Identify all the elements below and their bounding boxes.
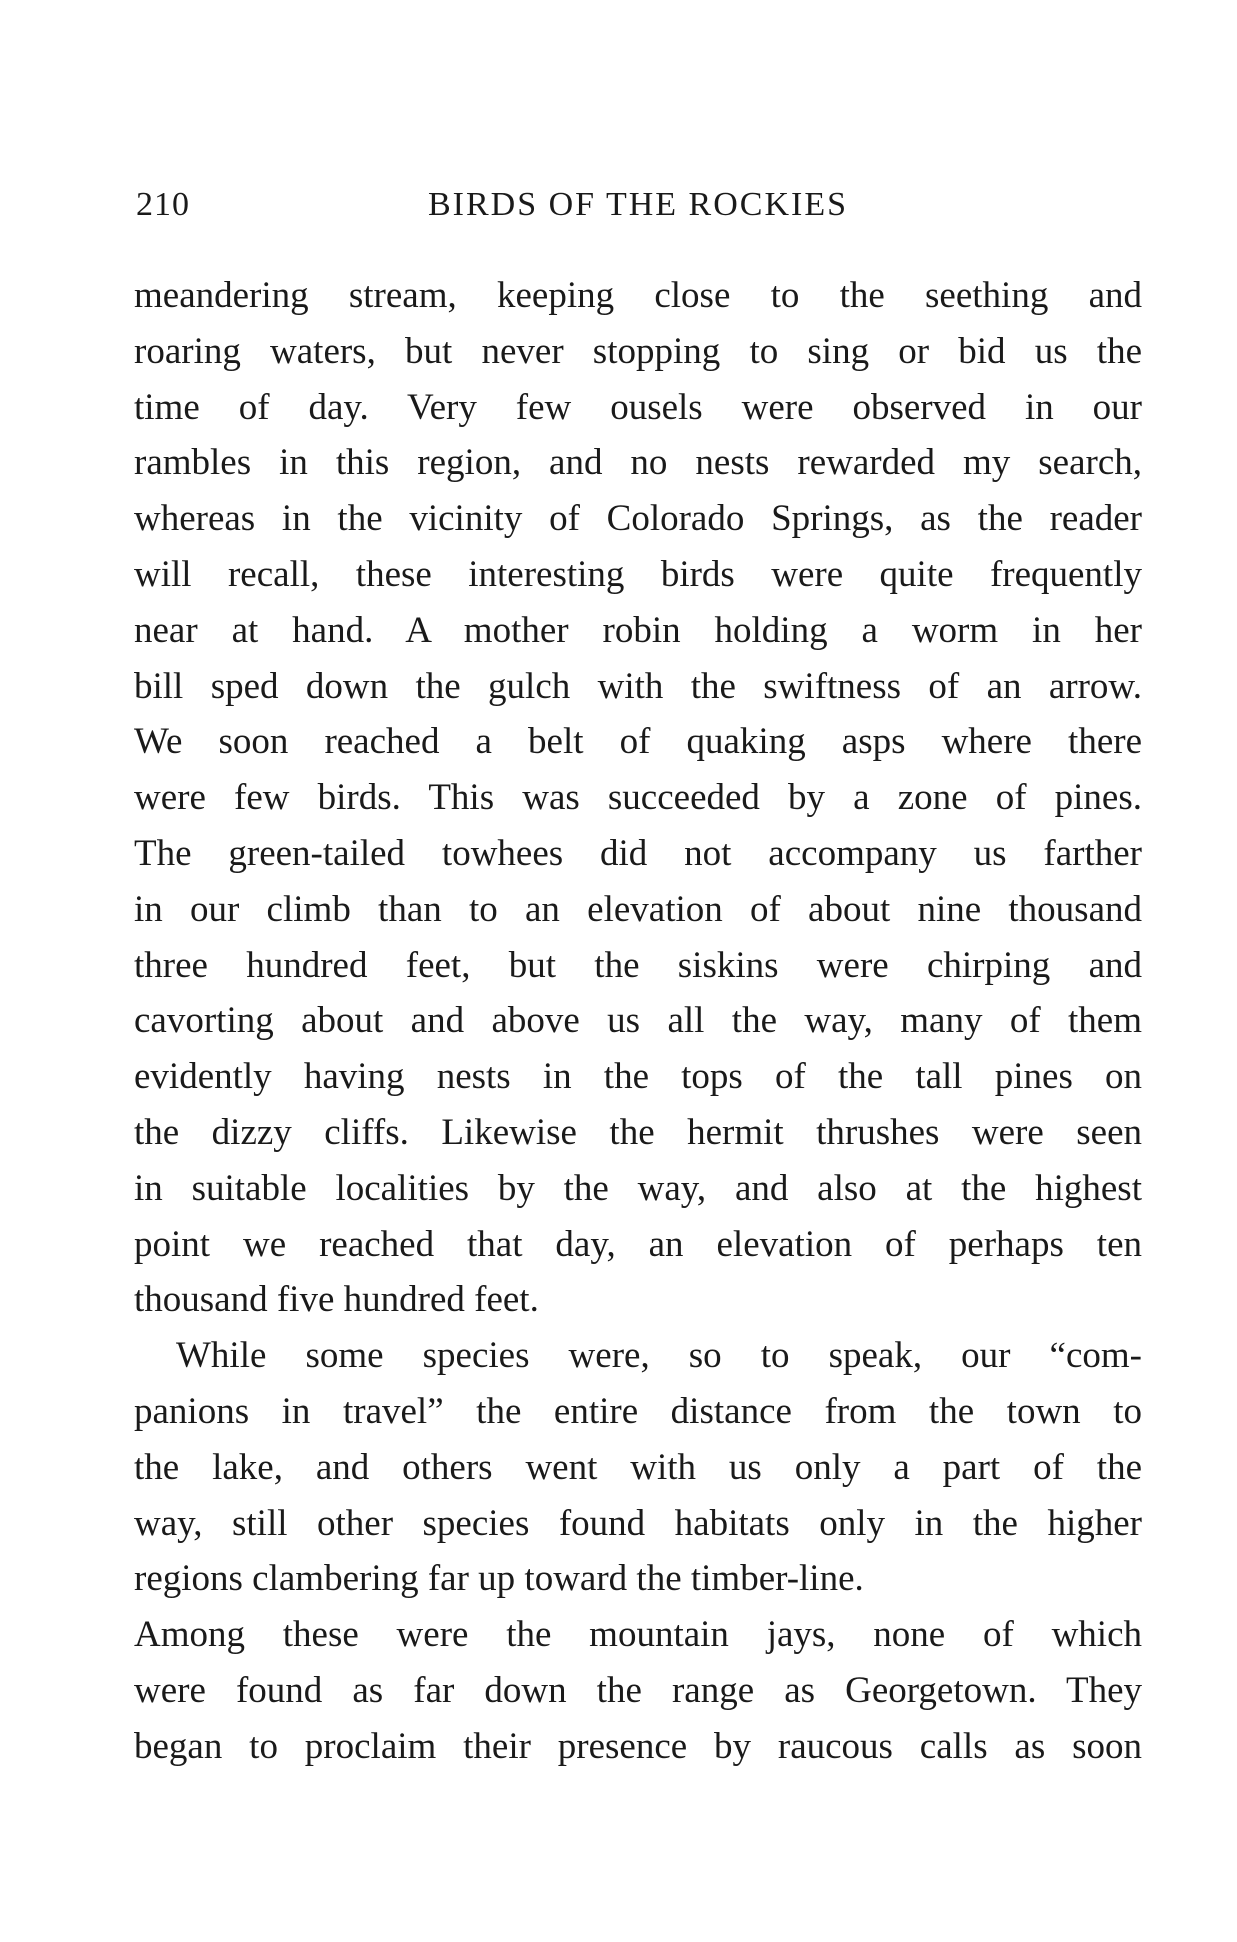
text-line: in our climb than to an elevation of about nine thousand: [134, 888, 1142, 930]
text-line: began to proclaim their presence by raucous calls as soon: [134, 1725, 1142, 1767]
text-line: roaring waters, but never stopping to sing or bid us the: [134, 330, 1142, 372]
text-line: the lake, and others went with us only a part of the: [134, 1446, 1142, 1488]
text-line: meandering stream, keeping close to the seething and: [134, 275, 1142, 316]
text-line: bill sped down the gulch with the swiftness of an arrow.: [134, 665, 1142, 707]
text-line: rambles in this region, and no nests rewarded my search,: [134, 442, 1142, 484]
text-line: Among these were the mountain jays, none of which: [134, 1614, 1142, 1656]
running-header: [136, 186, 1140, 230]
page-number: 210: [136, 186, 190, 223]
text-line: point we reached that day, an elevation of perhaps ten: [134, 1223, 1142, 1265]
text-line: While some species were, so to speak, our “com-: [176, 1335, 1142, 1377]
text-line: The green-tailed towhees did not accompany us farther: [134, 832, 1142, 874]
text-line: thousand five hundred feet.: [134, 1279, 539, 1321]
text-line: whereas in the vicinity of Colorado Springs, as the reader: [134, 498, 1142, 540]
text-line: near at hand. A mother robin holding a worm in her: [134, 609, 1142, 651]
text-line: time of day. Very few ousels were observed in our: [134, 386, 1142, 428]
paragraph: [134, 1328, 1142, 1774]
paragraph: [134, 268, 1142, 1328]
text-line: three hundred feet, but the siskins were chirping and: [134, 944, 1142, 986]
text-line: evidently having nests in the tops of the tall pines on: [134, 1056, 1142, 1098]
text-line: will recall, these interesting birds were quite frequently: [134, 553, 1142, 595]
page-body: [134, 268, 1142, 1775]
text-line: cavorting about and above us all the way, many of them: [134, 1000, 1142, 1042]
text-line: were few birds. This was succeeded by a zone of pines.: [134, 777, 1142, 819]
text-line: panions in travel” the entire distance from the town to: [134, 1390, 1142, 1432]
text-line: regions clambering far up toward the timber-line.: [134, 1558, 864, 1600]
running-title: BIRDS OF THE ROCKIES: [427, 186, 849, 223]
text-line: We soon reached a belt of quaking asps where there: [134, 721, 1142, 763]
text-line: were found as far down the range as Georgetown. They: [134, 1669, 1142, 1711]
text-line: the dizzy cliffs. Likewise the hermit thrushes were seen: [134, 1111, 1142, 1153]
text-line: in suitable localities by the way, and also at the highest: [134, 1167, 1142, 1209]
text-line: way, still other species found habitats only in the higher: [134, 1502, 1142, 1544]
